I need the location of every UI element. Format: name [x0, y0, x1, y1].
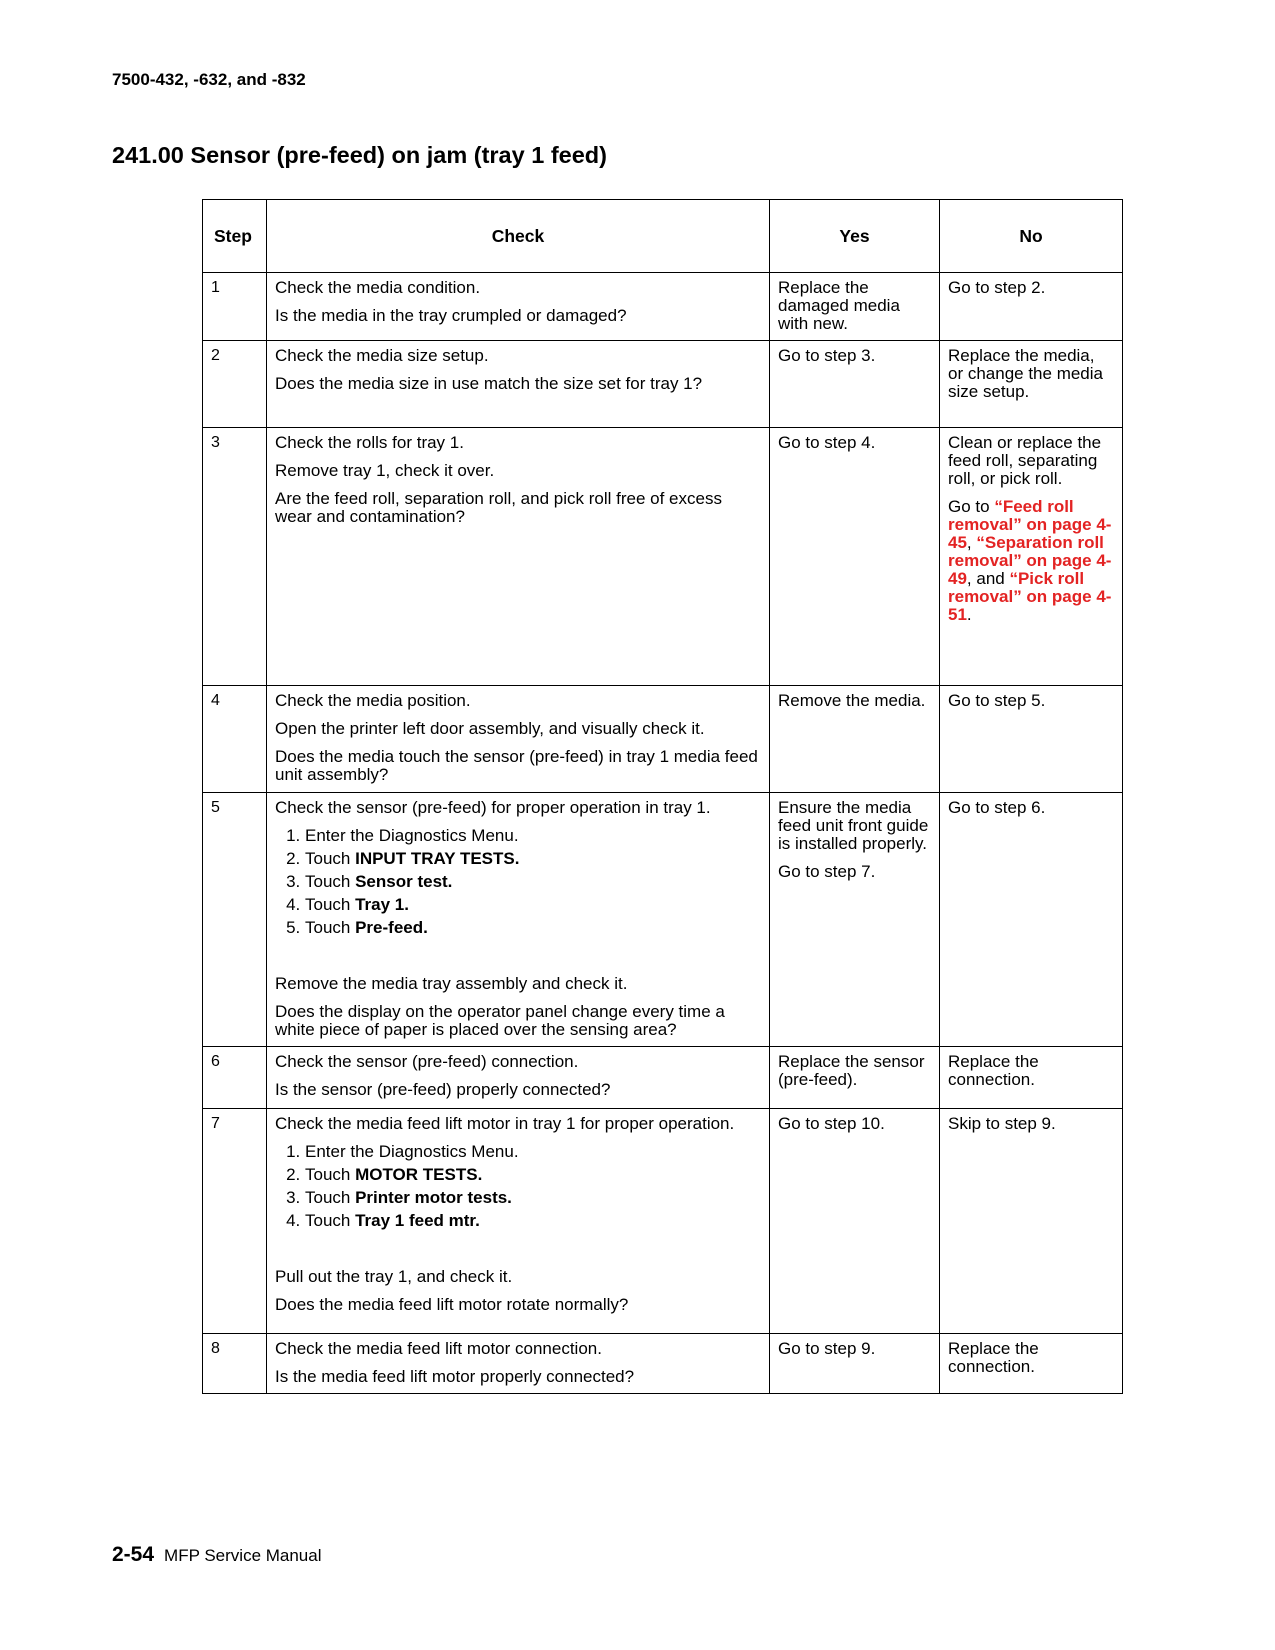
no-action: Replace the connection. [940, 1047, 1123, 1109]
check-cell [267, 341, 770, 428]
column-header-step: Step [203, 200, 267, 273]
check-question: Does the media touch the sensor (pre-feed) in tray 1 media feed unit assembly? [275, 747, 758, 784]
procedure-step-text: Touch [305, 1211, 356, 1230]
procedure-step [305, 1212, 761, 1230]
check-question: Are the feed roll, separation roll, and pick roll free of excess wear and contamination? [275, 489, 722, 526]
check-text: Pull out the tray 1, and check it. [275, 1267, 513, 1286]
menu-item-name: Pre-feed. [355, 918, 428, 937]
procedure-step-text: Touch [305, 872, 356, 891]
menu-item-name: Tray 1. [355, 895, 409, 914]
check-question: Is the media in the tray crumpled or damaged? [275, 306, 627, 325]
procedure-step [305, 1189, 761, 1207]
procedure-step [305, 827, 761, 845]
no-action: Go to step 2. [940, 273, 1123, 341]
procedure-step-text: Touch [305, 1188, 356, 1207]
no-action-cell [940, 428, 1123, 686]
step-number: 3 [203, 428, 267, 686]
diagnostic-table [202, 199, 1123, 1394]
procedure-step [305, 1166, 761, 1184]
step-number: 5 [203, 793, 267, 1047]
no-action: Clean or replace the feed roll, separating roll, or pick roll. [948, 433, 1102, 488]
menu-item-name: INPUT TRAY TESTS. [355, 849, 520, 868]
procedure-step [305, 896, 761, 914]
check-cell [267, 1109, 770, 1334]
column-header-yes: Yes [770, 200, 940, 273]
procedure-step [305, 850, 761, 868]
no-action: Skip to step 9. [940, 1109, 1123, 1334]
table-row [203, 1047, 1123, 1109]
no-action: Go to step 6. [940, 793, 1123, 1047]
check-question: Does the display on the operator panel change every time a white piece of paper is placed over the sensing area? [275, 1002, 725, 1039]
check-text: Open the printer left door assembly, and visually check it. [275, 719, 705, 738]
no-action: Replace the connection. [940, 1334, 1123, 1394]
check-cell [267, 428, 770, 686]
check-text: Check the media feed lift motor connection. [275, 1339, 602, 1358]
check-text: Check the media feed lift motor in tray 1 for proper operation. [275, 1114, 735, 1133]
check-question: Does the media size in use match the size set for tray 1? [275, 374, 703, 393]
link-separator: , and [966, 569, 1010, 588]
column-header-no: No [940, 200, 1123, 273]
yes-action: Go to step 3. [770, 341, 940, 428]
procedure-list [275, 827, 761, 937]
table-row [203, 686, 1123, 793]
table-header-row [203, 200, 1123, 273]
table-row [203, 273, 1123, 341]
check-text: Check the media condition. [275, 278, 481, 297]
link-separator: , [966, 533, 977, 552]
check-text: Check the media position. [275, 691, 471, 710]
procedure-step-text: Touch [305, 849, 356, 868]
menu-item-name: Printer motor tests. [355, 1188, 512, 1207]
link-prefix: Go to [948, 497, 995, 516]
table-row [203, 793, 1123, 1047]
yes-action: Replace the sensor (pre-feed). [770, 1047, 940, 1109]
check-text: Check the rolls for tray 1. [275, 433, 464, 452]
step-number: 6 [203, 1047, 267, 1109]
check-text: Check the media size setup. [275, 346, 489, 365]
check-cell [267, 686, 770, 793]
procedure-step-text: Enter the Diagnostics Menu. [305, 826, 519, 845]
table-row [203, 428, 1123, 686]
check-cell [267, 1047, 770, 1109]
check-text: Remove the media tray assembly and check it. [275, 974, 628, 993]
menu-item-name: Sensor test. [355, 872, 453, 891]
link-end: . [966, 605, 972, 624]
yes-action: Go to step 9. [770, 1334, 940, 1394]
check-question: Does the media feed lift motor rotate normally? [275, 1295, 629, 1314]
feed-roll-removal-link[interactable]: “Feed roll removal” on page 4-45 [948, 497, 1112, 552]
check-cell [267, 273, 770, 341]
yes-action: Remove the media. [770, 686, 940, 793]
step-number: 1 [203, 273, 267, 341]
yes-action: Go to step 4. [770, 428, 940, 686]
check-cell [267, 793, 770, 1047]
procedure-list [275, 1143, 761, 1230]
yes-action-cell [770, 793, 940, 1047]
check-text: Remove tray 1, check it over. [275, 461, 495, 480]
check-text: Check the sensor (pre-feed) for proper operation in tray 1. [275, 798, 711, 817]
check-question: Is the sensor (pre-feed) properly connected? [275, 1080, 611, 1099]
page-title: 241.00 Sensor (pre-feed) on jam (tray 1 feed) [112, 142, 607, 168]
procedure-step [305, 1143, 761, 1161]
procedure-step [305, 919, 761, 937]
page-footer [112, 1543, 322, 1567]
procedure-step-text: Touch [305, 918, 356, 937]
yes-action: Go to step 10. [770, 1109, 940, 1334]
table-row [203, 341, 1123, 428]
menu-item-name: MOTOR TESTS. [355, 1165, 483, 1184]
separation-roll-removal-link[interactable]: “Separation roll removal” on page 4-49 [948, 533, 1112, 588]
document-model-line: 7500-432, -632, and -832 [112, 70, 306, 89]
no-action: Replace the media, or change the media size setup. [940, 341, 1123, 428]
yes-action: Go to step 7. [778, 862, 876, 881]
table-row [203, 1109, 1123, 1334]
yes-action: Ensure the media feed unit front guide is installed properly. [778, 798, 929, 853]
step-number: 8 [203, 1334, 267, 1394]
step-number: 7 [203, 1109, 267, 1334]
no-action-links [948, 498, 1114, 624]
procedure-step-text: Touch [305, 1165, 356, 1184]
step-number: 2 [203, 341, 267, 428]
no-action: Go to step 5. [940, 686, 1123, 793]
procedure-step-text: Enter the Diagnostics Menu. [305, 1142, 519, 1161]
pick-roll-removal-link[interactable]: “Pick roll removal” on page 4-51 [948, 569, 1112, 624]
check-text: Check the sensor (pre-feed) connection. [275, 1052, 579, 1071]
check-question: Is the media feed lift motor properly connected? [275, 1367, 635, 1386]
column-header-check: Check [267, 200, 770, 273]
yes-action: Replace the damaged media with new. [770, 273, 940, 341]
procedure-step [305, 873, 761, 891]
manual-title: MFP Service Manual [164, 1546, 322, 1565]
step-number: 4 [203, 686, 267, 793]
menu-item-name: Tray 1 feed mtr. [355, 1211, 480, 1230]
procedure-step-text: Touch [305, 895, 356, 914]
check-cell [267, 1334, 770, 1394]
page-number: 2-54 [112, 1543, 155, 1566]
table-row [203, 1334, 1123, 1394]
